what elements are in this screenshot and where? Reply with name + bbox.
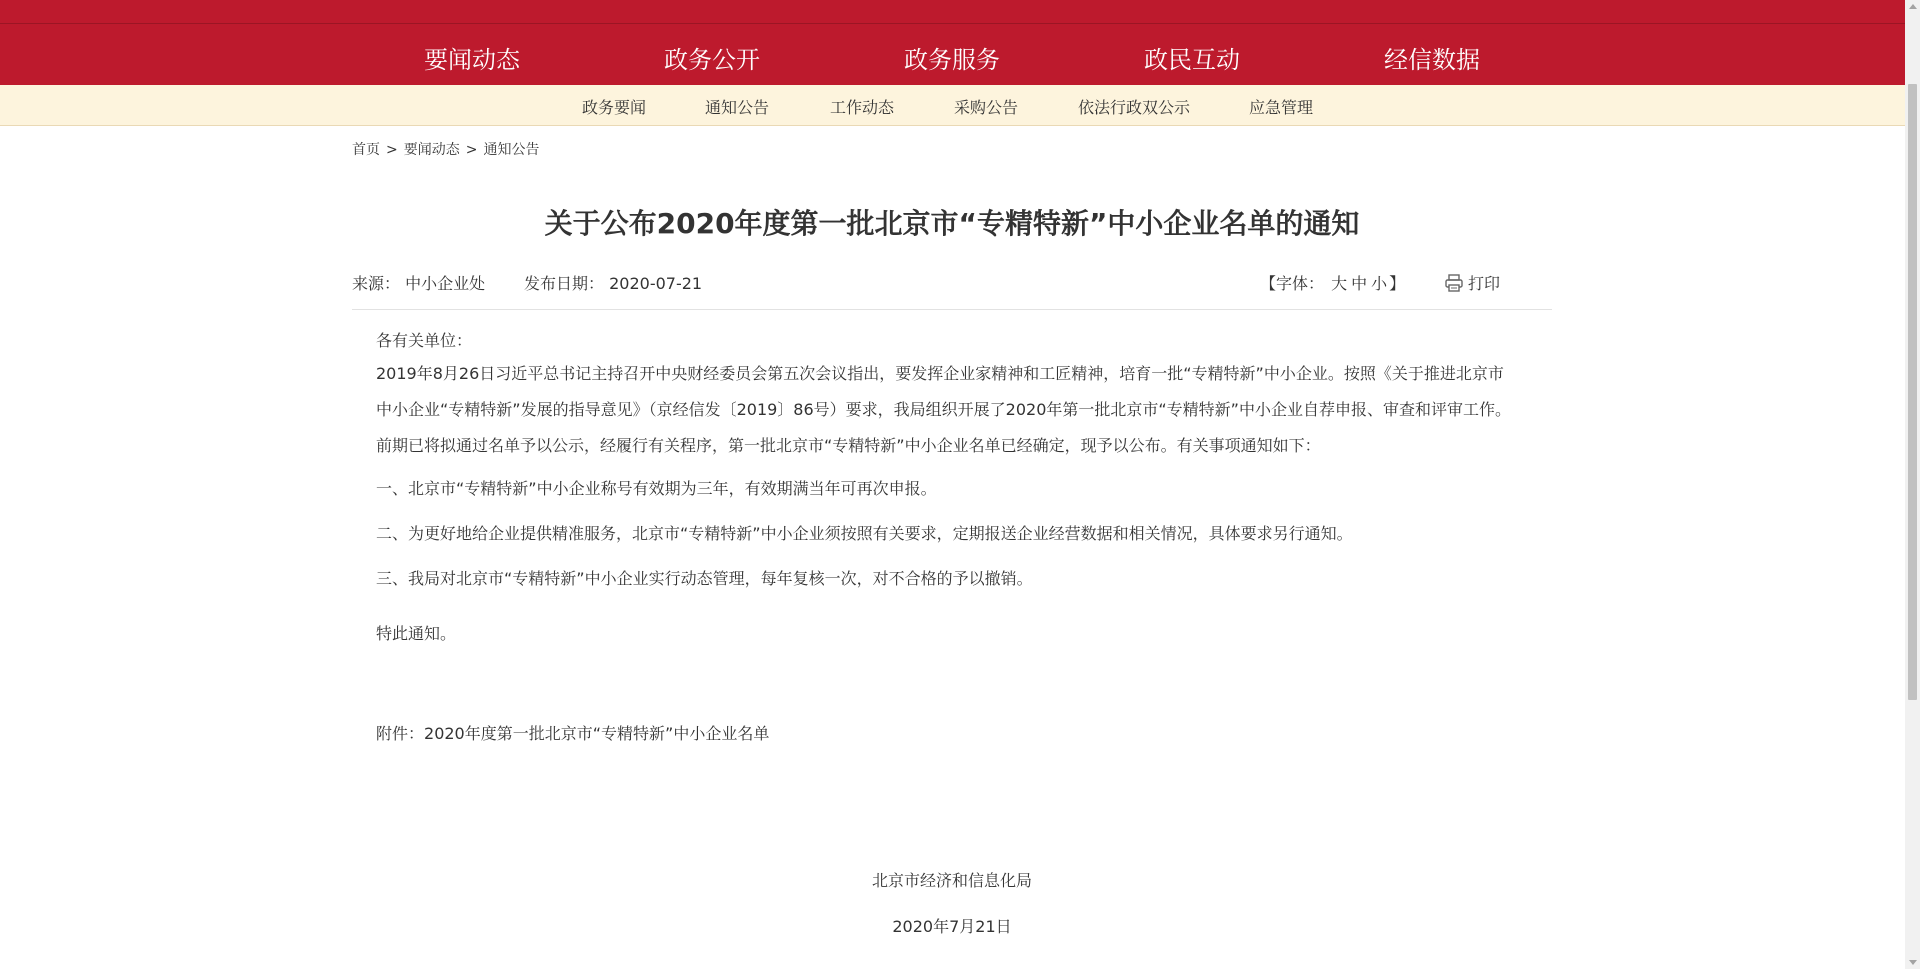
article-paragraph <box>376 561 1516 597</box>
attachment <box>376 716 1516 752</box>
font-size-medium-button[interactable]: 中 <box>1351 274 1368 293</box>
page-scrollbar[interactable] <box>1905 0 1920 969</box>
main-nav-item-news[interactable]: 要闻动态 <box>424 40 520 75</box>
font-size-label: 【字体： <box>1260 274 1325 293</box>
article-paragraph <box>376 356 1516 464</box>
print-button[interactable] <box>1444 271 1500 294</box>
date-label: 发布日期： <box>524 274 605 293</box>
breadcrumb-home[interactable]: 首页 <box>352 142 380 158</box>
breadcrumb-notices[interactable]: 通知公告 <box>483 142 540 158</box>
article-source <box>352 271 485 294</box>
main-nav-item-data[interactable]: 经信数据 <box>1384 46 1480 74</box>
date-value: 2020-07-21 <box>609 274 703 293</box>
article-paragraph <box>376 516 1516 552</box>
signature-org: 北京市经济和信息化局 <box>871 871 1032 890</box>
signature-date: 2020年7月21日 <box>892 917 1012 936</box>
meta-divider <box>352 309 1552 310</box>
source-value: 中小企业处 <box>405 274 486 293</box>
sub-nav <box>0 85 1905 126</box>
print-label: 打印 <box>1468 274 1501 293</box>
scroll-down-arrow-icon[interactable] <box>1909 960 1917 965</box>
top-header <box>0 0 1905 85</box>
sub-nav-item-politics-news[interactable]: 政务要闻 <box>581 98 647 117</box>
source-label: 来源： <box>352 274 401 293</box>
scroll-up-arrow-icon[interactable] <box>1909 4 1917 9</box>
article-paragraph <box>376 471 1516 507</box>
sub-nav-item-notices[interactable]: 通知公告 <box>704 98 770 117</box>
breadcrumb-news[interactable]: 要闻动态 <box>403 142 460 158</box>
main-nav-item-services[interactable]: 政务服务 <box>904 46 1000 74</box>
closing-line: 特此通知。 <box>376 624 457 643</box>
attachment-label: 附件： <box>376 724 425 743</box>
article-paragraph <box>376 616 1516 652</box>
sub-nav-item-work-updates[interactable]: 工作动态 <box>829 98 895 117</box>
paragraph-item-2: 二、为更好地给企业提供精准服务，北京市“专精特新”中小企业须按照有关要求，定期报送企业经营数据和相关情况，具体要求另行通知。 <box>376 524 1353 543</box>
breadcrumb-separator: > <box>386 142 398 158</box>
font-size-small-button[interactable]: 小 <box>1371 274 1388 293</box>
article-body <box>376 323 1516 359</box>
salutation: 各有关单位： <box>376 331 473 350</box>
breadcrumb <box>352 139 539 159</box>
main-nav-item-disclosure[interactable]: 政务公开 <box>664 46 760 74</box>
font-size-large-button[interactable]: 大 <box>1331 274 1348 293</box>
paragraph-item-3: 三、我局对北京市“专精特新”中小企业实行动态管理，每年复核一次，对不合格的予以撤销。 <box>376 569 1033 588</box>
printer-icon <box>1444 273 1464 293</box>
article-date <box>524 271 702 294</box>
main-nav <box>0 24 1905 85</box>
sub-nav-item-procurement[interactable]: 采购公告 <box>953 98 1019 117</box>
font-size-label-close: 】 <box>1389 274 1406 293</box>
sub-nav-item-double-publicity[interactable]: 依法行政双公示 <box>1077 98 1191 117</box>
attachment-link[interactable]: 2020年度第一批北京市“专精特新”中小企业名单 <box>424 724 770 743</box>
font-size-control <box>1260 271 1405 294</box>
article-meta <box>352 271 1552 307</box>
scrollbar-thumb[interactable] <box>1908 84 1917 700</box>
sub-nav-item-emergency[interactable]: 应急管理 <box>1248 98 1314 117</box>
paragraph-item-1: 一、北京市“专精特新”中小企业称号有效期为三年，有效期满当年可再次申报。 <box>376 479 937 498</box>
main-nav-item-interaction[interactable]: 政民互动 <box>1144 46 1240 74</box>
breadcrumb-separator: > <box>465 142 478 158</box>
article-title: 关于公布2020年度第一批北京市“专精特新”中小企业名单的通知 <box>544 207 1360 240</box>
paragraph-intro: 2019年8月26日习近平总书记主持召开中央财经委员会第五次会议指出，要发挥企业家精神和工匠精神，培育一批“专精特新”中小企业。按照《关于推进北京市中小企业“专精特新”发展的指导意见》（京经信发〔2019〕86号）要求，我局组织开展了2020年第一批北京市“专精特新”中小企业自荐申报、审查和评审工作。前期已将拟通过名单予以公示，经履行有关程序，第一批北京市“专精特新”中小企业名单已经确定，现予以公布。有关事项通知如下： <box>376 364 1511 455</box>
